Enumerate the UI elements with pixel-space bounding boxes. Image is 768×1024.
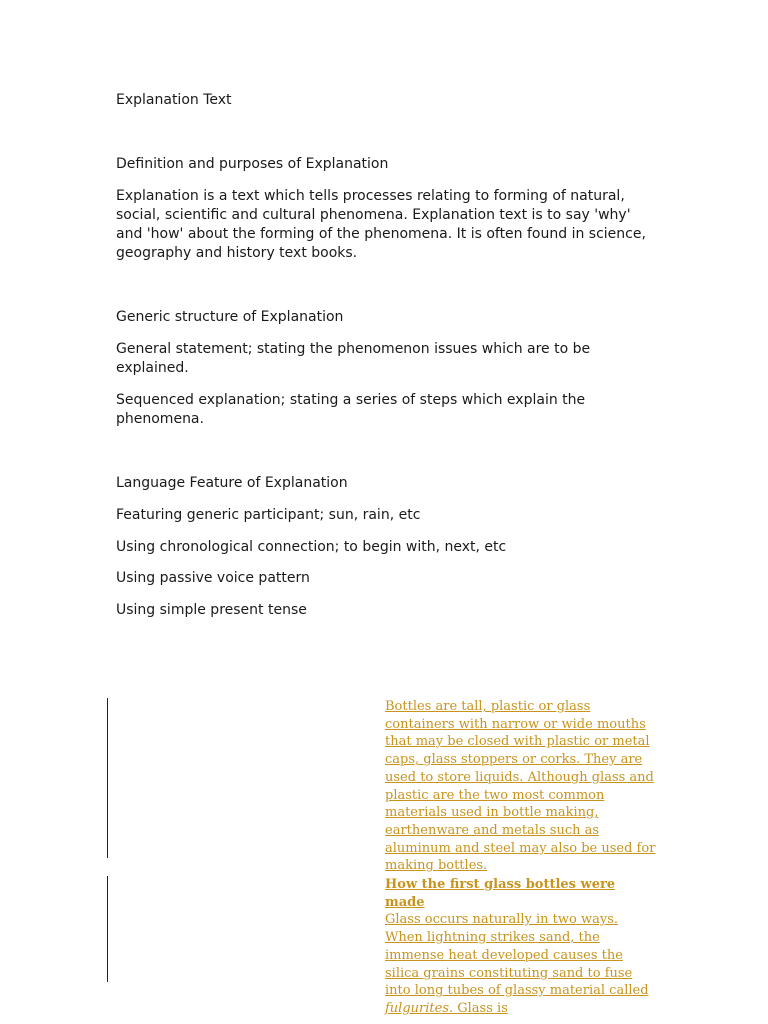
section-heading-language: Language Feature of Explanation <box>116 475 348 491</box>
definition-paragraph: Explanation is a text which tells processes relating to forming of natural, social, scientific and cultural phenomena. Explanation text is to say 'why' and 'how' about the forming of the phenomena. It is often found in science, geography and history text books. <box>116 188 646 261</box>
language-item-present-tense: Using simple present tense <box>116 602 307 618</box>
language-item-chronological: Using chronological connection; to begin with, next, etc <box>116 539 507 555</box>
document-title: Explanation Text <box>116 92 232 108</box>
vertical-rule-bottom <box>107 876 108 982</box>
fulgurites-term: fulgurites <box>385 1000 449 1016</box>
language-item-passive: Using passive voice pattern <box>116 570 310 586</box>
structure-item-general-statement: General statement; stating the phenomenon issues which are to be explained. <box>116 341 591 376</box>
glass-bottles-section <box>385 876 657 1018</box>
section-heading-definition: Definition and purposes of Explanation <box>116 156 389 172</box>
structure-item-sequenced-explanation: Sequenced explanation; stating a series of steps which explain the phenomena. <box>116 392 586 427</box>
vertical-rule-top <box>107 698 108 858</box>
bottles-intro-paragraph: Bottles are tall, plastic or glass containers with narrow or wide mouths that may be closed with plastic or metal caps, glass stoppers or corks. They are used to store liquids. Although glass and plastic are the two most common materials used in bottle making, earthenware and metals such as aluminum and steel may also be used for making bottles. <box>385 699 656 874</box>
language-item-participant: Featuring generic participant; sun, rain, etc <box>116 507 421 523</box>
section-heading-structure: Generic structure of Explanation <box>116 309 344 325</box>
glass-bottles-subheading: How the first glass bottles were made <box>385 877 616 910</box>
glass-paragraph-start: Glass occurs naturally in two ways. When lightning strikes sand, the immense heat developed causes the silica grains constituting sand to fuse into long tubes of glassy material called <box>385 912 649 999</box>
glass-paragraph-end: . Glass is <box>449 1000 508 1016</box>
